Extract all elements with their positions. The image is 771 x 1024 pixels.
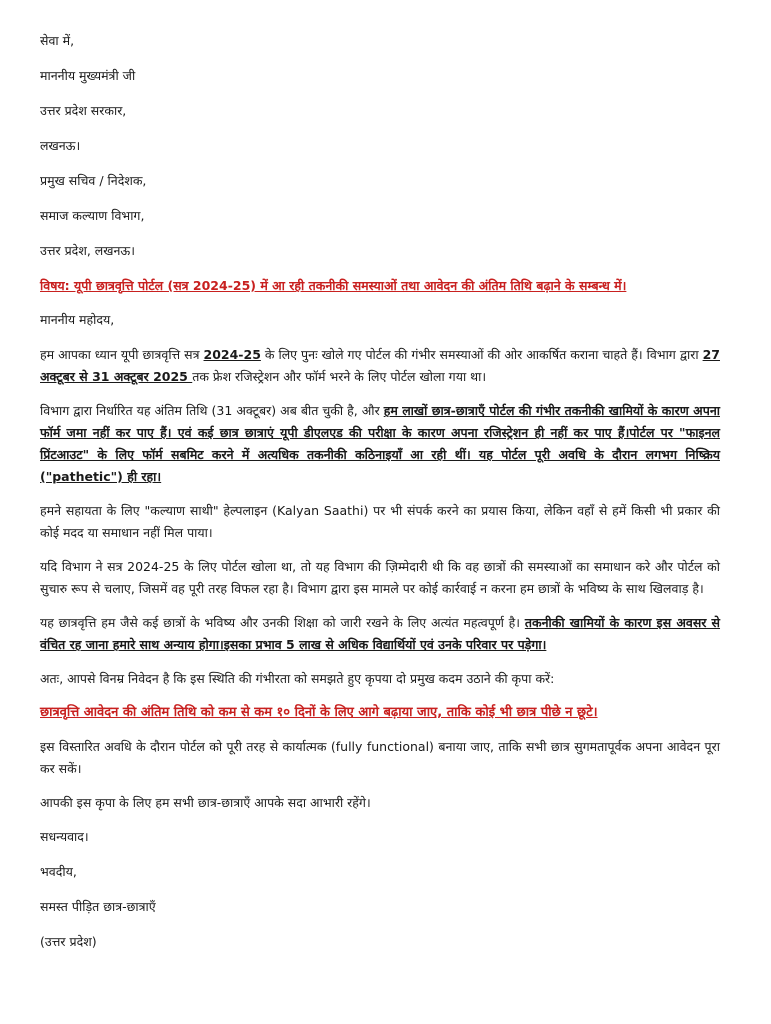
session-year: 2024-25 (203, 347, 261, 362)
text-run: यह छात्रवृत्ति हम जैसे कई छात्रों के भविष्य और उनकी शिक्षा को जारी रखने के लिए अत्यंत महत्वपूर्ण है। (40, 615, 525, 630)
text-run: के लिए पुनः खोले गए पोर्टल की गंभीर समस्याओं की ओर आकर्षित कराना चाहते हैं। विभाग द्वारा (260, 347, 703, 362)
paragraph-responsibility: यदि विभाग ने सत्र 2024-25 के लिए पोर्टल खोला था, तो यह विभाग की ज़िम्मेदारी थी कि वह छात्रों की समस्याओं का समाधान करे और पोर्टल को सुचारु रूप से चलाए, जिसमें वह पूरी तरह विफल रहा है। विभाग द्वारा इस मामले पर कोई कार्रवाई न करना हम छात्रों के भविष्य के साथ खिलवाड़ है। (40, 559, 720, 596)
text-run: तक फ्रेश रजिस्ट्रेशन और फॉर्म भरने के लिए पोर्टल खोला गया था। (192, 369, 487, 384)
signatory: समस्त पीड़ित छात्र-छात्राएँ (40, 899, 156, 914)
letter-page (40, 30, 720, 966)
highlighted-text: तकनीकी खामियों के कारण इस अवसर से वंचित रह जाना हमारे साथ अन्याय होगा।इसका प्रभाव 5 लाख से अधिक विद्यार्थियों एवं उनके परिवार पर पड़ेगा। (40, 615, 721, 652)
paragraph-portal-intro (40, 344, 720, 388)
closing-block (40, 826, 720, 953)
address-line: प्रमुख सचिव / निदेशक, (40, 173, 147, 188)
date-range: 27 अक्टूबर से 31 अक्टूबर 2025 (40, 347, 720, 384)
highlighted-text: हम लाखों छात्र-छात्राएँ पोर्टल की गंभीर तकनीकी खामियों के कारण अपना फॉर्म जमा नहीं कर पाए हैं। एवं कई छात्र छात्राएं यूपी डीएलएड की परीक्षा के कारण अपना रजिस्ट्रेशन ही नहीं कर पाए हैं।पोर्टल पर "फाइनल प्रिंटआउट" के लिए फॉर्म सबमिट करने में अत्यधिक तकनीकी कठिनाइयाँ आ रही थीं। यह पोर्टल पूरी अवधि के दौरान लगभग निष्क्रिय ("pathetic") ही रहा। (40, 403, 720, 484)
paragraph-request: अतः, आपसे विनम्र निवेदन है कि इस स्थिति की गंभीरता को समझते हुए कृपया दो प्रमुख कदम उठाने की कृपा करें: (40, 671, 555, 686)
closing-line: सधन्यवाद। (40, 829, 89, 844)
address-block (40, 30, 720, 262)
address-line: माननीय मुख्यमंत्री जी (40, 68, 136, 83)
address-line: लखनऊ। (40, 138, 81, 153)
demand-functional-portal: इस विस्तारित अवधि के दौरान पोर्टल को पूरी तरह से कार्यात्मक (fully functional) बनाया जाए, ताकि सभी छात्र सुगमतापूर्वक अपना आवेदन पूरा कर सकें। (40, 739, 720, 776)
address-line: उत्तर प्रदेश, लखनऊ। (40, 243, 135, 258)
subject-line: विषय: यूपी छात्रवृत्ति पोर्टल (सत्र 2024-25) में आ रही तकनीकी समस्याओं तथा आवेदन की अंतिम तिथि बढ़ाने के सम्बन्ध में। (40, 278, 627, 293)
closing-line: भवदीय, (40, 864, 77, 879)
text-run: हम आपका ध्यान यूपी छात्रवृत्ति सत्र (40, 347, 204, 362)
address-line: समाज कल्याण विभाग, (40, 208, 145, 223)
signatory-region: (उत्तर प्रदेश) (40, 934, 97, 949)
salutation: माननीय महोदय, (40, 312, 115, 327)
text-run: विभाग द्वारा निर्धारित यह अंतिम तिथि (31 अक्टूबर) अब बीत चुकी है, और (40, 403, 384, 418)
paragraph-helpline: हमने सहायता के लिए "कल्याण साथी" हेल्पलाइन (Kalyan Saathi) पर भी संपर्क करने का प्रयास किया, लेकिन वहाँ से हमें किसी भी प्रकार की कोई मदद या समाधान नहीं मिल पाया। (40, 503, 720, 540)
address-line: उत्तर प्रदेश सरकार, (40, 103, 127, 118)
paragraph-importance (40, 612, 720, 656)
address-line: सेवा में, (40, 33, 75, 48)
paragraph-deadline-passed (40, 400, 720, 488)
demand-extend-deadline: छात्रवृत्ति आवेदन की अंतिम तिथि को कम से कम १० दिनों के लिए आगे बढ़ाया जाए, ताकि कोई भी छात्र पीछे न छूटे। (40, 705, 598, 720)
paragraph-thanks: आपकी इस कृपा के लिए हम सभी छात्र-छात्राएँ आपके सदा आभारी रहेंगे। (40, 795, 371, 810)
